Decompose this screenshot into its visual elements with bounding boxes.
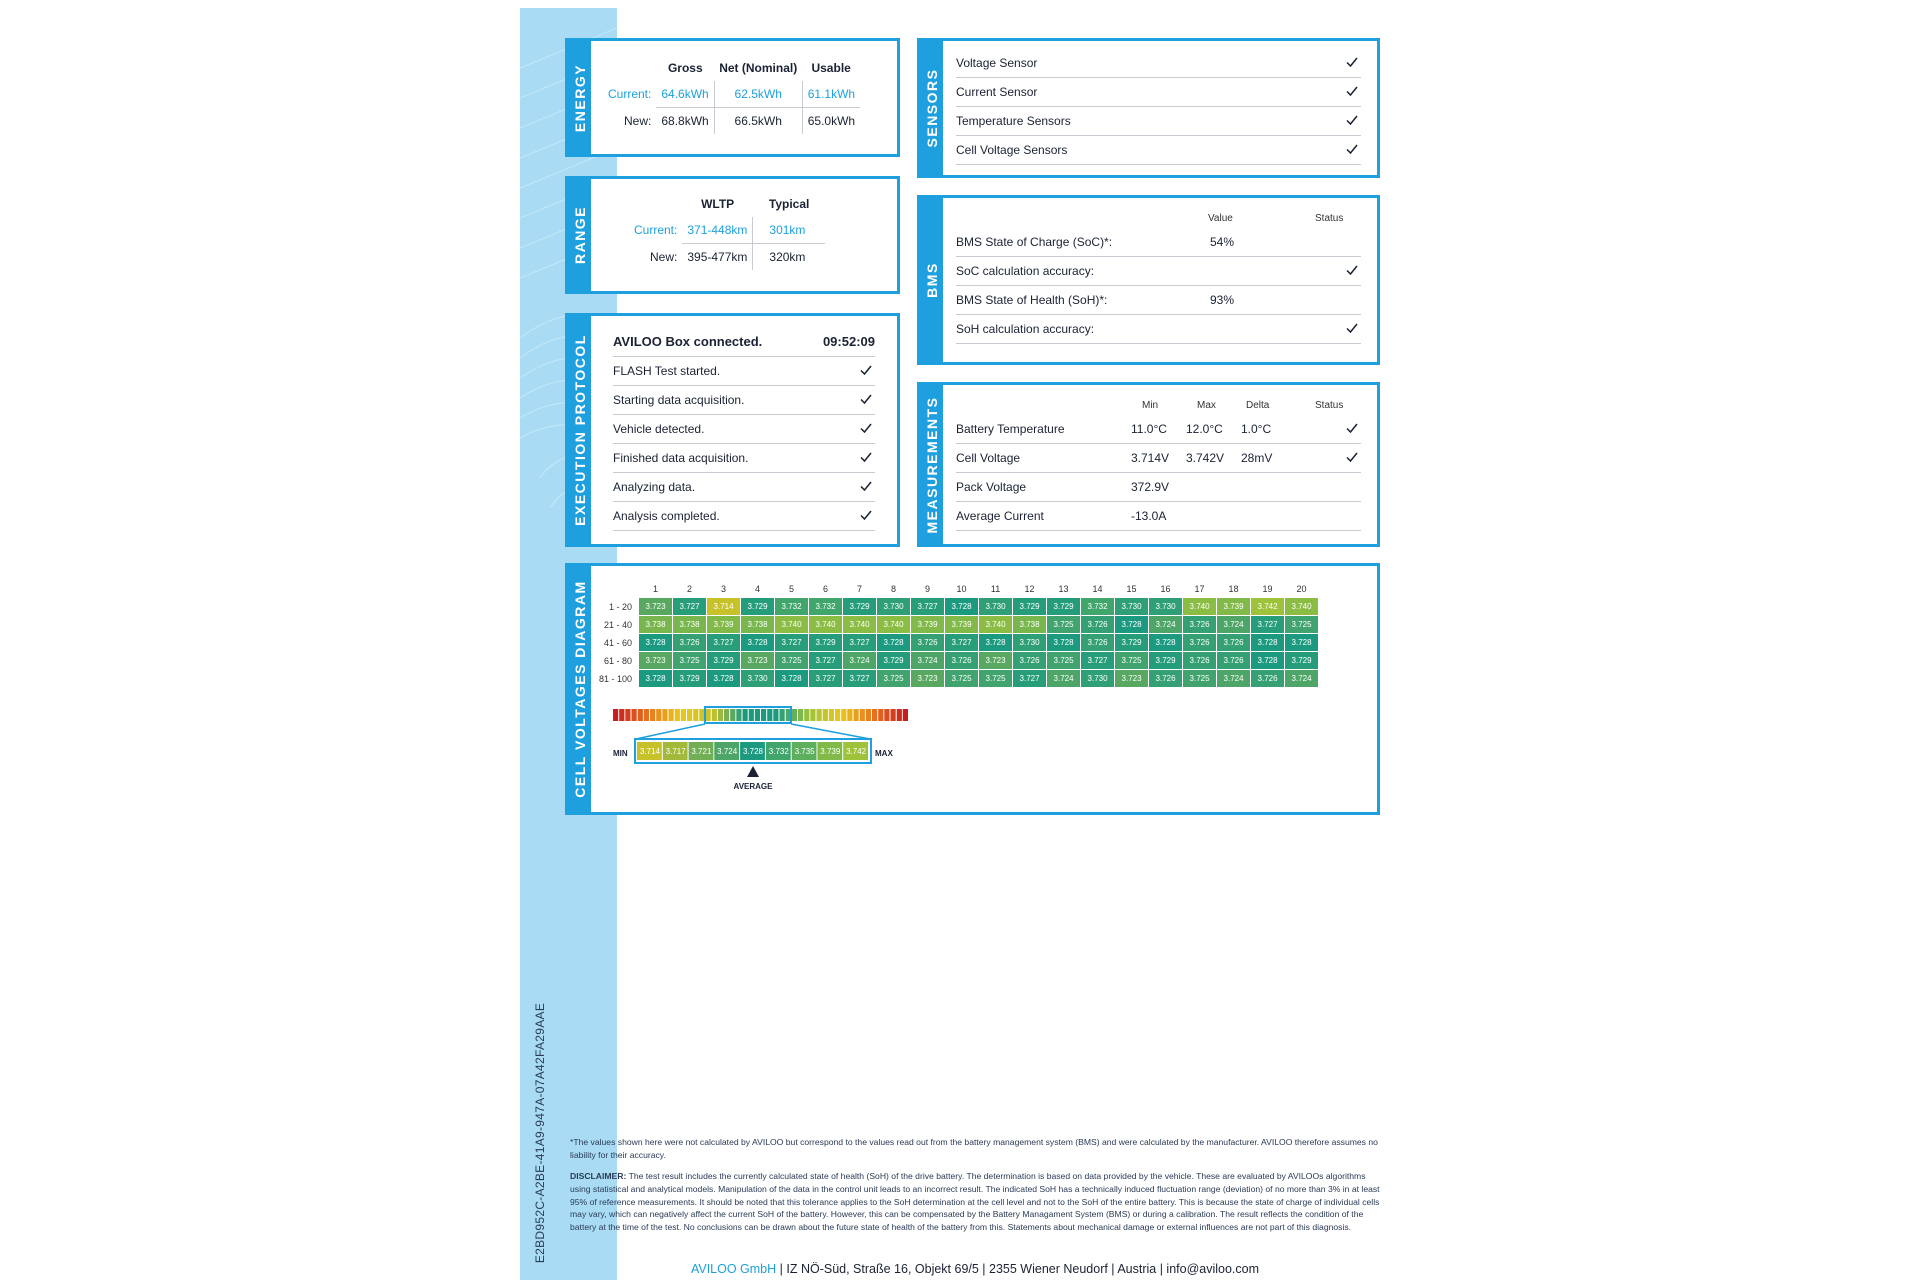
measurements-list [956, 415, 1361, 531]
energy-header-usable: Usable [811, 61, 851, 75]
cell-voltage: 3.724 [1217, 670, 1251, 688]
legend-scale-cell [843, 742, 868, 760]
legend-scale-value: 3.717 [665, 747, 686, 756]
gradient-segment [792, 709, 797, 721]
gradient-segment [669, 709, 674, 721]
legend-scale-cell [714, 742, 739, 760]
cell-voltage: 3.726 [1251, 670, 1285, 688]
legend-scale-value: 3.732 [768, 747, 789, 756]
measurement-row: Average Current -13.0A [956, 502, 1361, 531]
range-value: 301km [753, 217, 825, 244]
cell-voltage: 3.740 [979, 616, 1013, 634]
grid-column-header: 4 [755, 584, 761, 594]
gradient-segment [854, 709, 859, 721]
cell-voltage: 3.729 [741, 598, 775, 616]
cell-voltage: 3.727 [775, 634, 809, 652]
gradient-segment [613, 709, 618, 721]
gradient-segment [804, 709, 809, 721]
legend-scale-cell [766, 742, 791, 760]
sensor-item: Voltage Sensor [956, 49, 1361, 78]
grid-column-header: 11 [990, 584, 1001, 594]
cell-voltages-card [565, 563, 1380, 815]
check-icon [859, 479, 875, 495]
measurements-card [917, 382, 1380, 547]
cell-voltage: 3.740 [1183, 598, 1217, 616]
cell-voltage: 3.726 [945, 652, 979, 670]
cell-voltage: 3.739 [911, 616, 945, 634]
measurement-row: Pack Voltage 372.9V [956, 473, 1361, 502]
energy-tab: ENERGY [568, 41, 591, 154]
cell-voltage: 3.725 [1047, 652, 1081, 670]
cell-voltage: 3.727 [843, 634, 877, 652]
energy-value: 64.6kWh [656, 81, 714, 108]
grid-row-label: 61 - 80 [604, 655, 633, 666]
gradient-segment [841, 709, 846, 721]
sensors-tab: SENSORS [920, 41, 943, 175]
meas-header-max: Max [1197, 400, 1216, 411]
range-value: 395-477km [687, 250, 748, 264]
bms-row: BMS State of Health (SoH)*: 93% [956, 286, 1361, 315]
grid-column-header: 17 [1194, 584, 1205, 594]
cell-voltage: 3.726 [1217, 652, 1251, 670]
execution-title: AVILOO Box connected. [613, 333, 763, 349]
gradient-segment [625, 709, 630, 721]
cell-voltage: 3.727 [945, 634, 979, 652]
grid-row-label: 81 - 100 [599, 673, 633, 684]
gradient-segment [743, 709, 748, 721]
execution-steps [613, 357, 875, 531]
grid-column-header: 14 [1092, 584, 1103, 594]
legend-average-label: AVERAGE [733, 782, 773, 791]
cell-voltage: 3.740 [877, 616, 911, 634]
grid-row-label: 21 - 40 [604, 619, 633, 630]
grid-column-header: 3 [721, 584, 727, 594]
cell-voltage: 3.740 [843, 616, 877, 634]
energy-value: 68.8kWh [661, 114, 709, 128]
cell-voltage: 3.726 [1217, 634, 1251, 652]
bms-row: SoH calculation accuracy: [956, 315, 1361, 344]
cell-voltage: 3.726 [1183, 634, 1217, 652]
cell-voltage: 3.727 [1081, 652, 1115, 670]
gradient-segment [712, 709, 717, 721]
gradient-segment [829, 709, 834, 721]
check-icon [1345, 263, 1361, 279]
grid-row [599, 634, 1319, 652]
energy-header-net: Net (Nominal) [719, 61, 798, 75]
gradient-segment [718, 709, 723, 721]
cell-voltage: 3.730 [1081, 670, 1115, 688]
sensors-card [917, 38, 1380, 178]
cell-voltage: 3.729 [877, 652, 911, 670]
bms-tab: BMS [920, 198, 943, 362]
disclaimer-label: DISCLAIMER: [570, 1171, 627, 1181]
grid-column-header: 16 [1160, 584, 1171, 594]
cell-voltage: 3.725 [775, 652, 809, 670]
disclaimer [570, 1170, 1380, 1234]
gradient-segment [891, 709, 896, 721]
bms-footnote [570, 1136, 1380, 1162]
cell-voltage: 3.730 [1013, 634, 1047, 652]
gradient-segment [780, 709, 785, 721]
cell-voltage: 3.732 [775, 598, 809, 616]
grid-column-header: 19 [1262, 584, 1273, 594]
cell-voltage: 3.724 [911, 652, 945, 670]
legend-scale-value: 3.714 [639, 747, 660, 756]
energy-value: 61.1kWh [802, 81, 860, 108]
cell-voltage: 3.726 [1149, 670, 1183, 688]
gradient-segment [749, 709, 754, 721]
cell-voltage: 3.728 [707, 670, 741, 688]
cell-voltage: 3.728 [639, 670, 673, 688]
grid-corner [599, 581, 639, 598]
gradient-segment [730, 709, 735, 721]
gradient-segment [878, 709, 883, 721]
legend-scale-cell [817, 742, 842, 760]
sensor-item: Cell Voltage Sensors [956, 136, 1361, 165]
range-value: 320km [753, 244, 825, 271]
bms-row: SoC calculation accuracy: [956, 257, 1361, 286]
grid-column-header: 18 [1228, 584, 1239, 594]
check-icon [1345, 321, 1361, 337]
gradient-segment [699, 709, 704, 721]
execution-step: Analysis completed. [613, 502, 875, 531]
gradient-segment [798, 709, 803, 721]
grid-column-header: 8 [891, 584, 897, 594]
cell-voltage: 3.725 [1047, 616, 1081, 634]
gradient-segment [724, 709, 729, 721]
gradient-segment [619, 709, 624, 721]
cell-voltage: 3.727 [809, 670, 843, 688]
energy-row-label: Current: [608, 87, 652, 102]
gradient-segment [755, 709, 760, 721]
cell-voltage: 3.723 [639, 652, 673, 670]
energy-value: 62.5kWh [714, 81, 802, 108]
execution-header [613, 326, 875, 357]
grid-column-header: 9 [925, 584, 931, 594]
grid-column-header: 5 [789, 584, 795, 594]
cell-voltage: 3.724 [1149, 616, 1183, 634]
check-icon [1345, 479, 1361, 495]
check-icon [859, 392, 875, 408]
cell-voltage: 3.739 [945, 616, 979, 634]
energy-value: 66.5kWh [714, 108, 802, 135]
legend-max-label: MAX [875, 749, 893, 758]
cell-voltage: 3.725 [945, 670, 979, 688]
grid-row [599, 598, 1319, 616]
footer-address: | IZ NÖ-Süd, Straße 16, Objekt 69/5 | 2355 Wiener Neudorf | Austria | info@aviloo.com [779, 1262, 1260, 1276]
range-row-label: Current: [634, 223, 678, 238]
cell-voltage: 3.726 [1183, 616, 1217, 634]
legend-scale-value: 3.728 [742, 747, 764, 756]
cell-voltage: 3.728 [945, 598, 979, 616]
cell-voltage: 3.714 [707, 598, 741, 616]
meas-header-min: Min [1142, 400, 1159, 411]
cell-voltage: 3.726 [1081, 616, 1115, 634]
cell-voltage: 3.726 [1081, 634, 1115, 652]
sensor-item: Temperature Sensors [956, 107, 1361, 136]
legend-scale-value: 3.742 [846, 747, 867, 756]
cell-voltage: 3.729 [1115, 634, 1149, 652]
cell-voltage: 3.740 [775, 616, 809, 634]
grid-column-header: 10 [956, 584, 967, 594]
cell-voltage: 3.730 [1149, 598, 1183, 616]
grid-column-header: 15 [1126, 584, 1137, 594]
check-icon [1345, 113, 1361, 129]
grid-row [599, 616, 1319, 634]
bms-card [917, 195, 1380, 365]
gradient-segment [693, 709, 698, 721]
gradient-segment [656, 709, 661, 721]
disclaimer-text: The test result includes the currently calculated state of health (SoH) of the drive battery. The determination is based on data provided by the vehicle. These are evaluated by AVILOOs algorithms using statistical and analytical models. Manipulation of the data in the control unit leads to an incorrect result. The indicated SoH has a technically induced fluctuation range (deviation) of no more than 3% in at least 95% of reference measurements. It should be noted that this tolerance applies to the SoH determination at the cell level and not to the SoH of the entire battery. This is because the state of charge of individual cells may vary, which can negatively affect the current SoH of the battery. However, this can be compensated by the Battery Managament System (BMS) or during a calibration. The result reflects the condition of the battery at the time of the test. No conclusions can be drawn about the future state of health of the battery from this. Statements about mechanical damage or external influences are not part of this diagnosis. [570, 1171, 1380, 1233]
gradient-segment [884, 709, 889, 721]
check-icon [1345, 508, 1361, 524]
cell-voltage: 3.724 [1285, 670, 1319, 688]
check-icon [1345, 450, 1361, 466]
cell-voltage: 3.738 [673, 616, 707, 634]
cell-voltage: 3.727 [843, 670, 877, 688]
cell-voltage: 3.726 [911, 634, 945, 652]
grid-row [599, 652, 1319, 670]
check-icon [1345, 142, 1361, 158]
cell-voltage: 3.740 [1285, 598, 1319, 616]
legend-scale-value: 3.735 [794, 747, 815, 756]
cell-voltage: 3.729 [707, 652, 741, 670]
grid-column-header: 7 [857, 584, 863, 594]
cell-voltage: 3.728 [775, 670, 809, 688]
grid-row [599, 670, 1319, 688]
cell-voltage: 3.729 [843, 598, 877, 616]
gradient-segment [866, 709, 871, 721]
energy-table [603, 55, 860, 134]
cell-voltage: 3.732 [1081, 598, 1115, 616]
cell-voltage: 3.727 [911, 598, 945, 616]
bms-header-status: Status [1315, 213, 1344, 224]
cell-voltage: 3.730 [979, 598, 1013, 616]
cell-voltage: 3.724 [1047, 670, 1081, 688]
footnote-text: *The values shown here were not calculated by AVILOO but correspond to the values read out from the battery management system (BMS) and were calculated by the manufacturer. AVILOO therefore assumes no liability for their accuracy. [570, 1137, 1378, 1160]
cell-voltage: 3.730 [1115, 598, 1149, 616]
gradient-segment [823, 709, 828, 721]
sensors-list [956, 49, 1361, 165]
gradient-segment [681, 709, 686, 721]
cell-voltage: 3.728 [741, 634, 775, 652]
cell-voltage: 3.725 [1115, 652, 1149, 670]
range-row-label: New: [650, 249, 678, 264]
legend-min-label: MIN [613, 749, 628, 758]
cell-voltage: 3.727 [1251, 616, 1285, 634]
cell-voltage: 3.729 [1047, 598, 1081, 616]
check-icon [1345, 421, 1361, 437]
execution-card [565, 313, 900, 547]
gradient-segment [773, 709, 778, 721]
cell-voltage: 3.730 [741, 670, 775, 688]
range-value: 371-448km [682, 217, 753, 244]
measurement-row: Battery Temperature 11.0°C 12.0°C 1.0°C [956, 415, 1361, 444]
cell-voltage: 3.728 [1251, 652, 1285, 670]
execution-step: Starting data acquisition. [613, 386, 875, 415]
cell-voltage: 3.728 [1285, 634, 1319, 652]
cell-voltage: 3.727 [1013, 670, 1047, 688]
footer [570, 1262, 1380, 1276]
gradient-segment [761, 709, 766, 721]
bms-header-value: Value [1208, 213, 1233, 224]
gradient-segment [662, 709, 667, 721]
execution-step: Vehicle detected. [613, 415, 875, 444]
check-icon [859, 508, 875, 524]
gradient-segment [860, 709, 865, 721]
gradient-segment [817, 709, 822, 721]
cell-voltage: 3.724 [1217, 616, 1251, 634]
cell-voltage: 3.723 [741, 652, 775, 670]
grid-column-header: 6 [823, 584, 829, 594]
cell-voltage: 3.729 [1149, 652, 1183, 670]
grid-column-header: 2 [687, 584, 693, 594]
cell-voltage: 3.726 [1183, 652, 1217, 670]
cell-voltage: 3.725 [673, 652, 707, 670]
cell-voltage: 3.728 [979, 634, 1013, 652]
cell-voltage: 3.740 [809, 616, 843, 634]
cell-voltage: 3.726 [673, 634, 707, 652]
grid-column-header: 13 [1058, 584, 1069, 594]
cell-voltage-grid [599, 581, 1319, 688]
gradient-segment [687, 709, 692, 721]
cell-voltage: 3.728 [1251, 634, 1285, 652]
gradient-segment [706, 709, 711, 721]
average-marker-icon [747, 766, 759, 777]
legend-scale-cell [740, 742, 765, 760]
cell-voltage: 3.729 [1013, 598, 1047, 616]
execution-tab: EXECUTION PROTOCOL [568, 316, 591, 544]
bms-list [956, 228, 1361, 344]
legend-scale-cell [663, 742, 688, 760]
cell-voltage: 3.725 [979, 670, 1013, 688]
cell-voltage: 3.724 [843, 652, 877, 670]
check-icon [859, 421, 875, 437]
cell-voltage: 3.729 [673, 670, 707, 688]
cell-voltage: 3.723 [1115, 670, 1149, 688]
cell-voltage: 3.738 [741, 616, 775, 634]
meas-header-status: Status [1315, 400, 1344, 411]
gradient-segment [897, 709, 902, 721]
gradient-segment [675, 709, 680, 721]
gradient-segment [644, 709, 649, 721]
range-header-typical: Typical [768, 197, 810, 211]
cell-voltage: 3.728 [877, 634, 911, 652]
cell-voltage: 3.729 [809, 634, 843, 652]
legend-scale-cell [637, 742, 662, 760]
execution-step: Finished data acquisition. [613, 444, 875, 473]
check-icon [1345, 55, 1361, 71]
report-page [520, 8, 1380, 1280]
cell-voltage: 3.738 [639, 616, 673, 634]
voltage-legend [613, 706, 953, 821]
cell-voltage: 3.729 [1285, 652, 1319, 670]
legend-scale-value: 3.724 [717, 747, 738, 756]
check-icon [859, 450, 875, 466]
energy-card [565, 38, 900, 157]
gradient-segment [903, 709, 908, 721]
cell-voltage: 3.728 [1047, 634, 1081, 652]
cell-voltage: 3.728 [639, 634, 673, 652]
cell-voltage: 3.732 [809, 598, 843, 616]
gradient-segment [835, 709, 840, 721]
check-icon [1345, 292, 1361, 308]
gradient-segment [872, 709, 877, 721]
energy-row-label: New: [624, 113, 652, 128]
gradient-segment [810, 709, 815, 721]
cell-voltage: 3.738 [1013, 616, 1047, 634]
check-icon [859, 363, 875, 379]
meas-header-delta: Delta [1246, 400, 1270, 411]
check-icon [1345, 234, 1361, 250]
legend-scale-value: 3.721 [691, 747, 712, 756]
gradient-segment [847, 709, 852, 721]
serial-text: E2BD952C-A2BE-41A9-947A-07A42FA29AAE [533, 1002, 547, 1264]
gradient-segment [736, 709, 741, 721]
measurements-tab: MEASUREMENTS [920, 385, 943, 544]
gradient-segment [767, 709, 772, 721]
gradient-segment [632, 709, 637, 721]
cell-voltage: 3.723 [911, 670, 945, 688]
cell-voltage: 3.726 [1013, 652, 1047, 670]
cell-voltage: 3.727 [707, 634, 741, 652]
cell-voltage: 3.727 [809, 652, 843, 670]
execution-time: 09:52:09 [822, 333, 875, 349]
bms-row: BMS State of Charge (SoC)*: 54% [956, 228, 1361, 257]
range-tab: RANGE [568, 179, 591, 291]
serial-number [520, 998, 560, 1268]
execution-step: Analyzing data. [613, 473, 875, 502]
legend-scale-value: 3.739 [820, 747, 841, 756]
range-card [565, 176, 900, 294]
grid-column-header: 12 [1024, 584, 1035, 594]
energy-header-gross: Gross [667, 61, 703, 75]
cell-voltage: 3.739 [707, 616, 741, 634]
sensor-item: Current Sensor [956, 78, 1361, 107]
cell-voltage: 3.742 [1251, 598, 1285, 616]
grid-column-header: 1 [653, 584, 659, 594]
range-table [629, 191, 825, 270]
cell-voltage: 3.725 [1285, 616, 1319, 634]
cell-voltage: 3.723 [639, 598, 673, 616]
footer-company: AVILOO GmbH [690, 1262, 777, 1276]
cell-voltage: 3.730 [877, 598, 911, 616]
energy-value: 65.0kWh [802, 108, 860, 135]
grid-row-label: 1 - 20 [609, 601, 633, 612]
cell-voltages-tab: CELL VOLTAGES DIAGRAM [568, 566, 591, 812]
grid-row-label: 41 - 60 [604, 637, 633, 648]
grid-column-header: 20 [1296, 584, 1307, 594]
cell-voltage: 3.723 [979, 652, 1013, 670]
legend-scale-cell [689, 742, 714, 760]
legend-scale-cell [792, 742, 817, 760]
cell-voltage: 3.727 [673, 598, 707, 616]
check-icon [1345, 84, 1361, 100]
cell-voltage: 3.739 [1217, 598, 1251, 616]
cell-voltage: 3.725 [1183, 670, 1217, 688]
cell-voltage: 3.728 [1115, 616, 1149, 634]
cell-voltage: 3.725 [877, 670, 911, 688]
gradient-segment [638, 709, 643, 721]
measurement-row: Cell Voltage 3.714V 3.742V 28mV [956, 444, 1361, 473]
gradient-segment [650, 709, 655, 721]
execution-step: FLASH Test started. [613, 357, 875, 386]
cell-voltage: 3.728 [1149, 634, 1183, 652]
range-header-wltp: WLTP [701, 197, 735, 211]
